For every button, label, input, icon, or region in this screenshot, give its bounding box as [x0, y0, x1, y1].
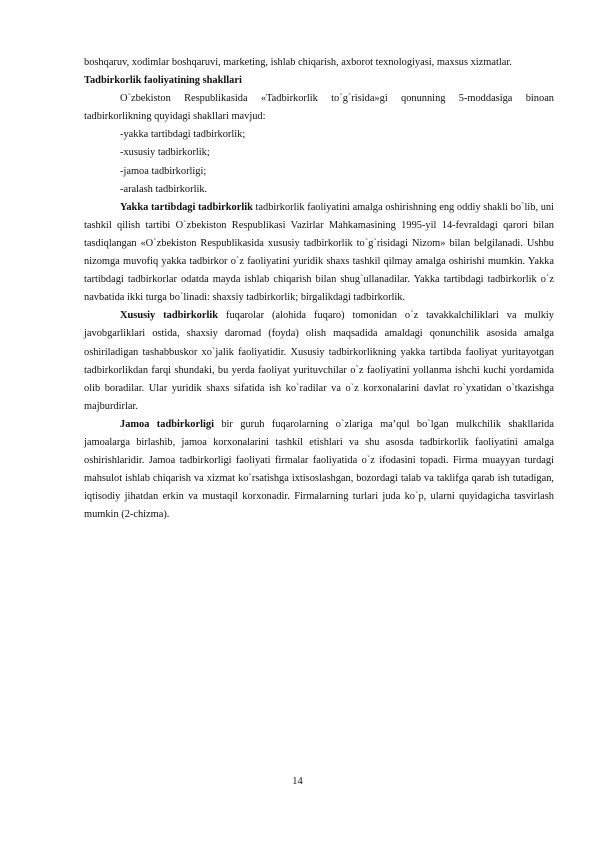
list-item: -xususiy tadbirkorlik;: [120, 147, 210, 159]
text-yakka: tadbirkorlik faoliyatini amalga oshirishning eng oddiy shakli bo`lib, uni tashkil qilish tartibi O`zbekiston Respublikasi Vazirlar Mahkamasining 1995-yil 14-fevraldagi qarori bilan tasdiqlangan «O`zbekiston Respublikasida xususiy tadbirkorlik to`g`risidagi Nizom» bilan belgilanadi. Ushbu nizomga muvofiq yakka tadbirkor o`z faoliyatini yuridik shaxs tashkil qilmay amalga oshirishi mumkin. Yakka tartibdagi tadbirkorlar odatda mayda ishlab chiqarish bilan shug`ullanadilar. Yakka tartibdagi tadbirkorlik o`z navbatida ikki turga bo`linadi: shaxsiy tadbirkorlik; birgalikdagi tadbirkorlik.: [84, 201, 554, 304]
term-yakka: Yakka tartibdagi tadbirkorlik: [120, 201, 253, 213]
section-heading: Tadbirkorlik faoliyatining shakllari: [84, 75, 242, 87]
list-item: -yakka tartibdagi tadbirkorlik;: [120, 129, 246, 141]
document-page: [84, 54, 554, 524]
intro-paragraph: O`zbekiston Respublikasida «Tadbirkorlik to`g`risida»gi qonunning 5-moddasiga binoan tadbirkorlikning quyidagi shakllari mavjud:: [84, 93, 554, 123]
text-jamoa: bir guruh fuqarolarning o`zlariga ma’qul bo`lgan mulkchilik shakllarida jamoalarga birlashib, jamoa korxonalarini tashkil etishlari va shu asosda tadbirkorlik faoliyatini amalga oshirishlaridir. Jamoa tadbirkorligi faoliyati firmalar faoliyatida o`z ifodasini topadi. Firma muayyan turdagi mahsulot ishlab chiqarish va xizmat ko`rsatishga ixtisoslashgan, bozordagi talab va taklifga qarab ish tutadigan, iqtisodiy jihatdan erkin va mustaqil korxonadir. Firmalarning turlari juda ko`p, ularni quyidagicha tasvirlash mumkin (2-chizma).: [84, 418, 554, 521]
paragraph-yakka: [84, 199, 554, 308]
paragraph-xususiy: [84, 307, 554, 416]
term-xususiy: Xususiy tadbirkorlik: [120, 310, 219, 322]
list-item: -aralash tadbirkorlik.: [120, 183, 208, 195]
paragraph-jamoa: [84, 416, 554, 525]
list-item: -jamoa tadbirkorligi;: [120, 165, 207, 177]
term-jamoa: Jamoa tadbirkorligi: [120, 418, 214, 430]
paragraph-continuation: boshqaruv, xodimlar boshqaruvi, marketing, ishlab chiqarish, axborot texnologiyasi, maxsus xizmatlar.: [84, 57, 512, 68]
page-number: 14: [292, 776, 303, 787]
text-xususiy: fuqarolar (alohida fuqaro) tomonidan o`z tavakkalchiliklari va mulkiy javobgarliklari ostida, shaxsiy daromad (foyda) olish maqsadida amaldagi qonunchilik asosida amalga oshiriladigan tashabbuskor xo`jalik faoliyatidir. Xususiy tadbirkorlikning yakka tartibda faoliyat yuritayotgan tadbirkorlikdan farqi shundaki, bu yerda faoliyat yurituvchilar o`z faoliyatini yollanma ishchi kuchi yordamida olib boradilar. Ular yuridik shaxs sifatida ish ko`radilar va o`z korxonalarini davlat ro`yxatidan o`tkazishga majburdirlar.: [84, 310, 554, 412]
